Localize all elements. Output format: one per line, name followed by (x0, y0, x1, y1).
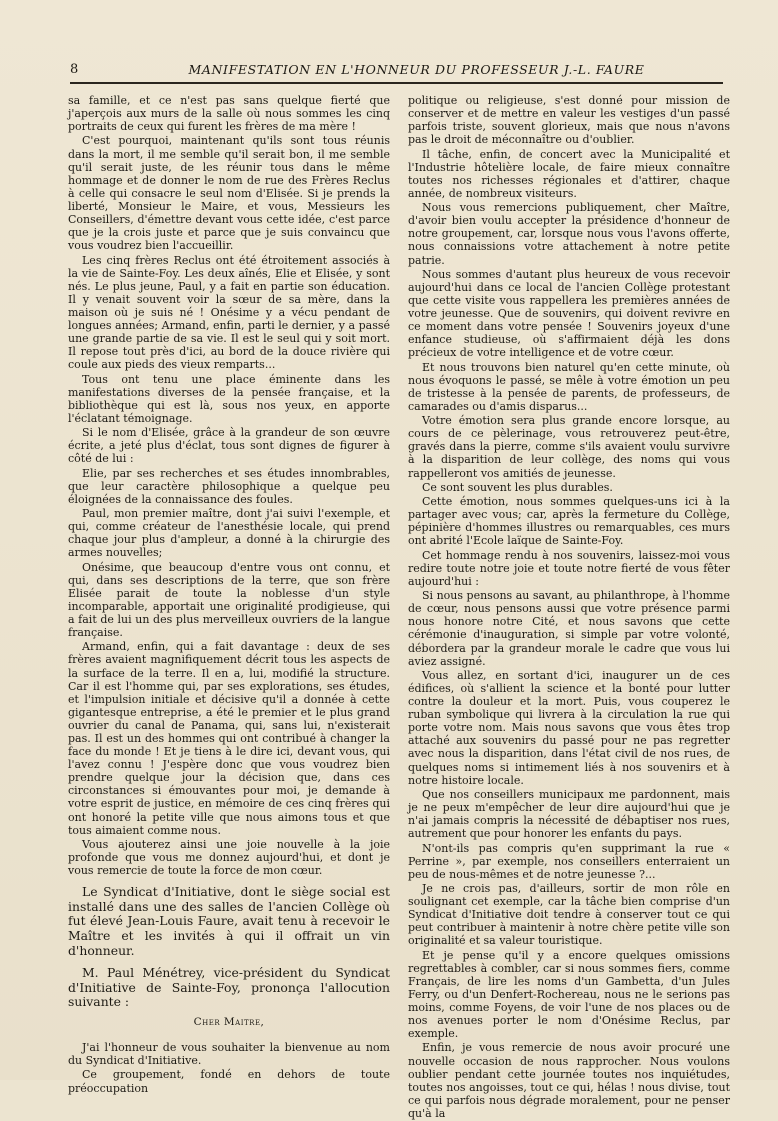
paragraph-lead: M. Paul Ménétrey, vice-président du Syndicat d'Initiative de Sainte-Foy, prononça l'allocution suivante : (68, 965, 390, 1010)
paragraph: Si le nom d'Elisée, grâce à la grandeur de son œuvre écrite, a jeté plus d'éclat, tous sont dignes de figurer à côté de lui : (68, 426, 390, 466)
paragraph: Cette émotion, nous sommes quelques-uns ici à la partager avec vous; car, après la fermeture du Collège, pépinière d'hommes illustres ou remarquables, ces murs ont abrité l'Ecole laïque de Sainte-Foy. (408, 495, 730, 548)
running-title: MANIFESTATION EN L'HONNEUR DU PROFESSEUR J.-L. FAURE (188, 61, 645, 77)
paragraph: Tous ont tenu une place éminente dans les manifestations diverses de la pensée française, et la bibliothèque qui est là, sous nos yeux, en apporte l'éclatant témoignage. (68, 372, 390, 425)
paragraph: Je ne crois pas, d'ailleurs, sortir de mon rôle en soulignant cet exemple, car la tâche bien comprise d'un Syndicat d'Initiative doit tendre à conserver tout ce qui peut contribuer à maintenir à notre chère petite ville son originalité et sa valeur touristique. (408, 881, 730, 948)
paragraph: Et je pense qu'il y a encore quelques omissions regrettables à combler, car si nous sommes fiers, comme Français, de lire les noms d'un Gambetta, d'un Jules Ferry, ou d'un Denfert-Rochereau, nous ne le serions pas moins, comme Foyens, de voir l'une de nos places ou de nos avenues porter le nom d'Onésime Reclus, par exemple. (408, 948, 730, 1041)
left-column (68, 94, 390, 1096)
paragraph: Onésime, que beaucoup d'entre vous ont connu, et qui, dans ses descriptions de la terre, que son frère Elisée parait de toute la noblesse d'un style incomparable, apportait une originalité prodigieuse, qui a fait de lui un des plus merveilleux ouvriers de la langue française. (68, 560, 390, 640)
paragraph-lead: Le Syndicat d'Initiative, dont le siège social est installé dans une des salles de l'ancien Collège où fut élevé Jean-Louis Faure, avait tenu à recevoir le Maître et les invités à qui il offrait un vin d'honneur. (68, 884, 390, 958)
paragraph: Cet hommage rendu à nos souvenirs, laissez-moi vous redire toute notre joie et toute notre fierté de vous fêter aujourd'hui : (408, 548, 730, 588)
paragraph: Si nous pensons au savant, au philanthrope, à l'homme de cœur, nous pensons aussi que votre présence parmi nous honore notre Cité, et nous savons que cette cérémonie d'inauguration, si simple par votre volonté, débordera par la grandeur morale le cadre que vous lui aviez assigné. (408, 589, 730, 668)
paragraph: Nous vous remercions publiquement, cher Maître, d'avoir bien voulu accepter la présidence d'honneur de notre groupement, car, lorsque nous vous l'avons offerte, nous connaissions votre attachement à notre petite patrie. (408, 201, 730, 267)
paragraph: Que nos conseillers municipaux me pardonnent, mais je ne peux m'empêcher de leur dire aujourd'hui que je n'ai jamais compris la nécessité de débaptiser nos rues, autrement que pour honorer les enfants du pays. (408, 787, 730, 841)
paragraph: Les cinq frères Reclus ont été étroitement associés à la vie de Sainte-Foy. Les deux aînés, Elie et Elisée, y sont nés. Le plus jeune, Paul, y a fait en partie son éducation. Il y venait souvent voir la sœur de sa mère, dans la maison où je suis né ! Onésime y a vécu pendant de longues années; Armand, enfin, parti le dernier, y a passé une grande partie de sa vie. Il est le seul qui y soit mort. Il repose tout près d'ici, au bord de la douce rivière qui coule aux pieds des vieux remparts... (68, 253, 390, 372)
paragraph: Enfin, je vous remercie de nous avoir procuré une nouvelle occasion de nous rapprocher. Nous voulons oublier pendant cette journée toutes nos inquiétudes, toutes nos angoisses, tout ce qui, hélas ! nous divise, tout ce qui parfois nous dégrade moralement, pour ne penser qu'à la (408, 1041, 730, 1120)
paragraph: C'est pourquoi, maintenant qu'ils sont tous réunis dans la mort, il me semble qu'il serait bon, il me semble qu'il serait juste, de les réunir tous dans le même hommage et de donner le nom de rue des Frères Reclus à celle qui consacre le seul nom d'Elisée. Si je prends la liberté, Monsieur le Maire, et vous, Messieurs les Conseillers, d'émettre devant vous cette idée, c'est parce que je la crois juste et parce que je suis convaincu que vous voudrez bien l'accueillir. (68, 134, 390, 253)
paragraph: politique ou religieuse, s'est donné pour mission de conserver et de mettre en valeur les vestiges d'un passé parfois triste, souvent glorieux, mais que nous n'avons pas le droit de méconnaître ou d'oublier. (408, 94, 730, 147)
paragraph: Paul, mon premier maître, dont j'ai suivi l'exemple, et qui, comme créateur de l'anesthésie locale, qui prend chaque jour plus d'ampleur, a donné à la chirurgie des armes nouvelles; (68, 507, 390, 560)
paragraph: Il tâche, enfin, de concert avec la Municipalité et l'Industrie hôtelière locale, de faire mieux connaître toutes nos richesses régionales et d'attirer, chaque année, de nombreux visiteurs. (408, 147, 730, 200)
paragraph: J'ai l'honneur de vous souhaiter la bienvenue au nom du Syndicat d'Initiative. (68, 1041, 390, 1068)
paragraph: N'ont-ils pas compris qu'en supprimant la rue « Perrine », par exemple, nos conseillers enterraient un peu de nous-mêmes et de notre jeunesse ?... (408, 841, 730, 881)
paragraph: Vous allez, en sortant d'ici, inaugurer un de ces édifices, où s'allient la science et la bonté pour lutter contre la douleur et la mort. Puis, vous couperez le ruban symbolique qui livrera à la circulation la rue qui porte votre nom. Mais nous savons que vous êtes trop attaché aux souvenirs du passé pour ne pas regretter avec nous la disparition, dans l'état civil de nos rues, de quelques noms si intimement liés à nos souvenirs et à notre histoire locale. (408, 668, 730, 787)
page-number: 8 (70, 61, 79, 77)
right-column (408, 94, 730, 1121)
page-header (70, 58, 723, 80)
paragraph: Nous sommes d'autant plus heureux de vous recevoir aujourd'hui dans ce local de l'ancien Collège protestant que cette visite vous rappellera les premières années de votre jeunesse. Que de souvenirs, qui doivent revivre en ce moment dans votre pensée ! Souvenirs joyeux d'une enfance studieuse, où s'affirmaient déjà les dons précieux de votre intelligence et de votre cœur. (408, 267, 730, 360)
paragraph: Et nous trouvons bien naturel qu'en cette minute, où nous évoquons le passé, se mêle à votre émotion un peu de tristesse à la pensée de parents, de professeurs, de camarades ou d'amis disparus... (408, 360, 730, 413)
paragraph: Elie, par ses recherches et ses études innombrables, que leur caractère philosophique a quelque peu éloignées de la connaissance des foules. (68, 466, 390, 506)
paragraph: sa famille, et ce n'est pas sans quelque fierté que j'aperçois aux murs de la salle où nous sommes les cinq portraits de ceux qui furent les frères de ma mère ! (68, 94, 390, 134)
paragraph: Ce sont souvent les plus durables. (422, 480, 613, 494)
header-rule (70, 82, 723, 84)
paragraph: Vous ajouterez ainsi une joie nouvelle à la joie profonde que vous me donnez aujourd'hui, et dont je vous remercie de toute la force de mon cœur. (68, 837, 390, 878)
paragraph: Votre émotion sera plus grande encore lorsque, au cours de ce pèlerinage, vous retrouverez peut-être, gravés dans la pierre, comme s'ils avaient voulu survivre à la disparition de leur collège, des noms qui vous rappelleront vos amitiés de jeunesse. (408, 414, 730, 480)
paragraph: Ce groupement, fondé en dehors de toute préoccupation (68, 1068, 390, 1095)
salutation: Cher Maitre, (193, 1015, 265, 1028)
paragraph: Armand, enfin, qui a fait davantage : deux de ses frères avaient magnifiquement décrit tous les aspects de la surface de la terre. Il en a, lui, modifié la structure. Car il est l'homme qui, par ses explorations, ses études, et l'impulsion initiale et décisive qu'il a donnée à cette gigantesque entreprise, a été le premier et le plus grand ouvrier du canal de Panama, qui, sans lui, n'existerait pas. Il est un des hommes qui ont contribué à changer la face du monde ! Et je tiens à le dire ici, devant vous, qui l'avez connu ! J'espère donc que vous voudrez bien prendre quelque jour la décision que, dans ces circonstances si émouvantes pour moi, je demande à votre esprit de justice, en mémoire de ces cinq frères qui ont honoré la petite ville que nous aimons tous et que tous aimaient comme nous. (68, 640, 390, 837)
